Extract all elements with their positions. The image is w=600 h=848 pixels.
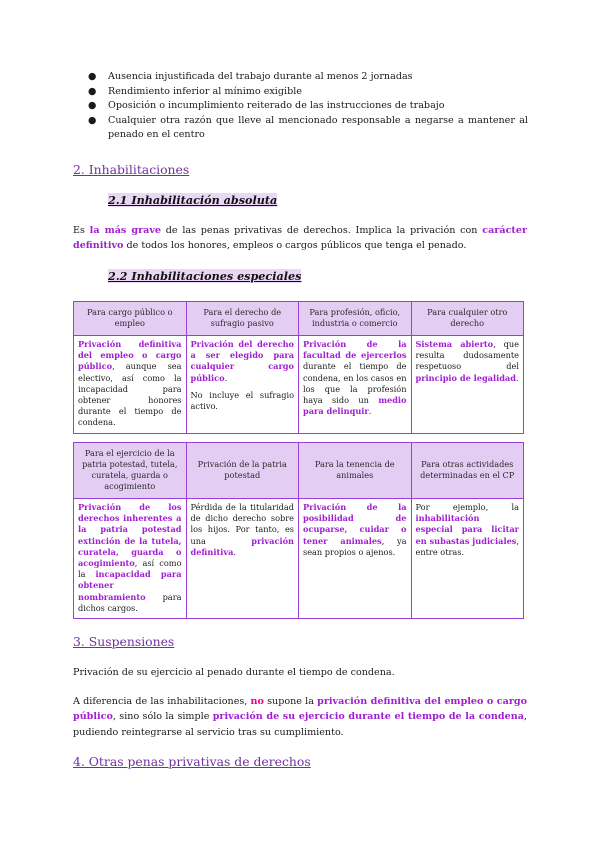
- bullet-icon: ●: [88, 114, 97, 126]
- table-header: Para otras actividades determinadas en el CP: [411, 443, 524, 499]
- bullet-icon: ●: [88, 100, 97, 112]
- table-especiales-2: [73, 442, 524, 619]
- section-heading-otras-penas: 4. Otras penas privativas de derechos: [73, 754, 311, 769]
- table-header: Para el ejercicio de la patria potestad, tutela, curatela, guarda o acogimiento: [74, 443, 187, 499]
- paragraph-suspensiones-2: A diferencia de las inhabilitaciones, no supone la privación definitiva del empleo o cargo público, sino sólo la simple privación de su ejercicio durante el tiempo de la condena, pudiendo reintegrarse al servicio tras su cumplimiento.: [73, 696, 528, 738]
- paragraph-absoluta: Es la más grave de las penas privativas de derechos. Implica la privación con carácter definitivo de todos los honores, empleos o cargos públicos que tenga el penado.: [73, 225, 527, 252]
- section-heading-suspensiones: 3. Suspensiones: [73, 634, 175, 649]
- list-item: ● Ausencia injustificada del trabajo durante al menos 2 jornadas: [88, 70, 528, 85]
- table-cell: Privación definitiva del empleo o cargo público, aunque sea electivo, así como la incapacidad para obtener honores durante el tiempo de condena.: [74, 336, 187, 434]
- bullet-icon: ●: [88, 85, 97, 97]
- list-item: ● Cualquier otra razón que lleve al mencionado responsable a negarse a mantener al penado en el centro: [88, 114, 528, 141]
- table-header: Para la tenencia de animales: [299, 443, 412, 499]
- list-item: ● Rendimiento inferior al mínimo exigible: [88, 85, 528, 100]
- section-heading-inhabilitaciones: 2. Inhabilitaciones: [73, 162, 190, 177]
- table-header: Para profesión, oficio, industria o comercio: [299, 302, 412, 336]
- table-cell: Pérdida de la titularidad de dicho derecho sobre los hijos. Por tanto, es una privación definitiva.: [186, 499, 299, 619]
- table-especiales-1: [73, 301, 524, 434]
- table-cell: Privación de la posibilidad de ocuparse, cuidar o tener animales, ya sean propios o ajenos.: [299, 499, 412, 619]
- list-item: ● Oposición o incumplimiento reiterado de las instrucciones de trabajo: [88, 99, 528, 114]
- table-cell: Privación de los derechos inherentes a la patria potestad extinción de la tutela, curatela, guarda o acogimiento, así como la incapacidad para obtener nombramiento para dichos cargos.: [74, 499, 187, 619]
- subsection-heading-especiales: 2.2 Inhabilitaciones especiales: [108, 269, 302, 283]
- table-header: Para cargo público o empleo: [74, 302, 187, 336]
- table-header: Para el derecho de sufragio pasivo: [186, 302, 299, 336]
- table-cell: Sistema abierto, que resulta dudosamente respetuoso del principio de legalidad.: [411, 336, 524, 434]
- table-header: Para cualquier otro derecho: [411, 302, 524, 336]
- bullet-list: [88, 70, 528, 143]
- subsection-heading-absoluta: 2.1 Inhabilitación absoluta: [108, 193, 278, 207]
- table-header: Privación de la patria potestad: [186, 443, 299, 499]
- paragraph-suspensiones-1: Privación de su ejercicio al penado durante el tiempo de condena.: [73, 667, 395, 678]
- bullet-icon: ●: [88, 71, 97, 82]
- table-cell: Privación del derecho a ser elegido para cualquier cargo público. No incluye el sufragio activo.: [186, 336, 299, 434]
- table-cell: Por ejemplo, la inhabilitación especial para licitar en subastas judiciales, entre otras.: [411, 499, 524, 619]
- table-cell: Privación de la facultad de ejercerlos durante el tiempo de condena, en los casos en los que la profesión haya sido un medio para delinquir.: [299, 336, 412, 434]
